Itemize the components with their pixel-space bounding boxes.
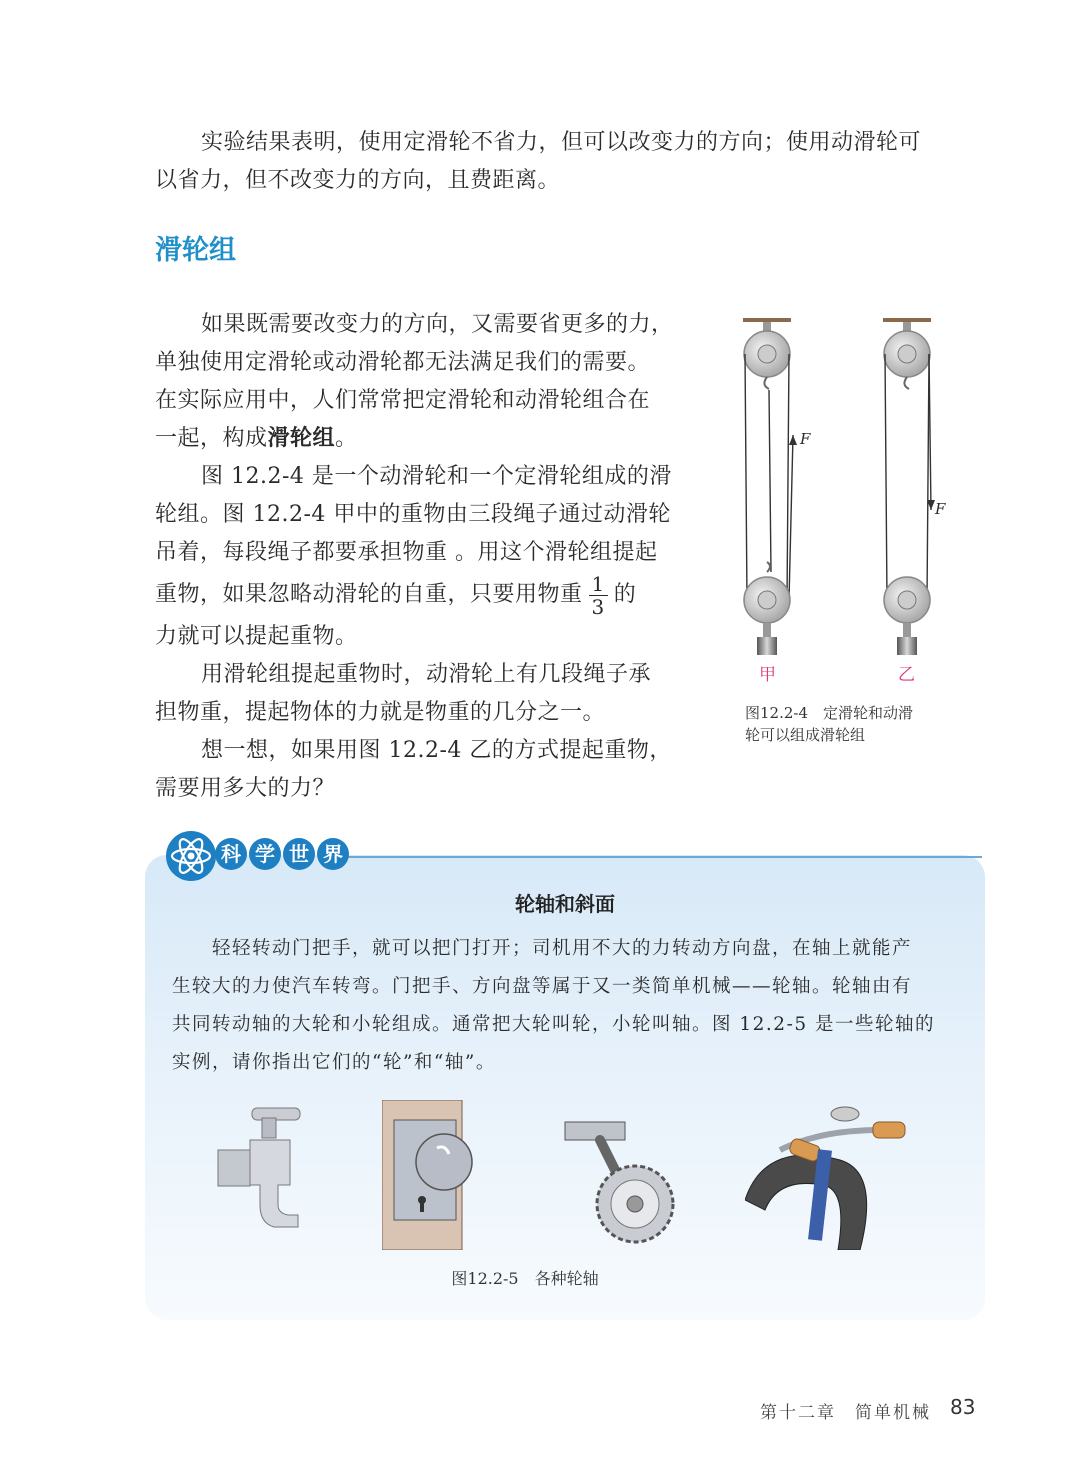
science-world-badge [165, 830, 345, 882]
body-line: 担物重，提起物体的力就是物重的几分之一。 [155, 700, 606, 725]
body-line-fraction: 重物，如果忽略动滑轮的自重，只要用物重 $\frac{1}{3}$ 的 [155, 571, 637, 619]
science-line: 共同转动轴的大轮和小轮组成。通常把大轮叫轮，小轮叫轴。图 12.2-5 是一些轮轴的 [172, 1014, 935, 1035]
section-title: 滑轮组 [155, 235, 236, 266]
door-knob-illustration [382, 1100, 482, 1250]
body-line: 单独使用定滑轮或动滑轮都无法满足我们的需要。 [155, 350, 651, 375]
body-line: 需要用多大的力？ [155, 776, 336, 801]
bicycle-handlebar-illustration [745, 1100, 915, 1250]
body-line: 用滑轮组提起重物时，动滑轮上有几段绳子承 [201, 662, 652, 687]
science-world-rule [330, 856, 982, 858]
body-line: 在实际应用中，人们常常把定滑轮和动滑轮组合在 [155, 388, 651, 413]
figure-caption-12-2-5: 图12.2-5 各种轮轴 [451, 1269, 599, 1288]
force-label-b: F [935, 500, 946, 518]
force-label-a: F [800, 430, 811, 448]
body-text [155, 306, 700, 808]
page-number: 83 [950, 1395, 976, 1419]
pulley-setup-a [743, 318, 797, 655]
intro-line: 以省力，但不改变力的方向，且费距离。 [155, 168, 561, 193]
label-jia: 甲 [759, 665, 776, 685]
atom-icon [165, 830, 217, 882]
badge-text: 科 学 世 界 [215, 838, 349, 870]
footer-chapter: 第十二章 简单机械 [760, 1403, 931, 1423]
body-line: 一起，构成滑轮组。 [155, 426, 358, 451]
body-line: 吊着，每段绳子都要承担物重 。用这个滑轮组提起 [155, 540, 658, 565]
body-line: 力就可以提起重物。 [155, 624, 358, 649]
body-line: 如果既需要改变力的方向，又需要省更多的力， [201, 312, 674, 337]
science-line: 实例，请你指出它们的“轮”和“轴”。 [172, 1052, 496, 1073]
pulley-setup-b [883, 318, 935, 655]
faucet-illustration [210, 1100, 320, 1230]
term-pulley-block: 滑轮组 [267, 426, 336, 451]
science-line: 生较大的力使汽车转弯。门把手、方向盘等属于又一类简单机械——轮轴。轮轴由有 [172, 976, 913, 997]
body-line: 轮组。图 12.2-4 甲中的重物由三段绳子通过动滑轮 [155, 502, 671, 527]
science-title: 轮轴和斜面 [515, 892, 615, 916]
science-world-box [145, 855, 985, 1320]
intro-line: 实验结果表明，使用定滑轮不省力，但可以改变力的方向；使用动滑轮可 [201, 130, 922, 155]
science-text [172, 930, 972, 1082]
body-line: 想一想，如果用图 12.2-4 乙的方式提起重物， [201, 738, 672, 763]
figure-caption-12-2-4: 图12.2-4 定滑轮和动滑 轮可以组成滑轮组 [745, 704, 914, 744]
label-yi: 乙 [898, 665, 915, 685]
bicycle-pedal-illustration [560, 1112, 680, 1250]
science-line: 轻轻转动门把手，就可以把门打开；司机用不大的力转动方向盘，在轴上就能产 [212, 938, 913, 959]
intro-paragraph [155, 124, 995, 200]
body-line: 图 12.2-4 是一个动滑轮和一个定滑轮组成的滑 [201, 464, 672, 489]
fraction-one-third: $\frac{1}{3}$ [589, 573, 608, 618]
